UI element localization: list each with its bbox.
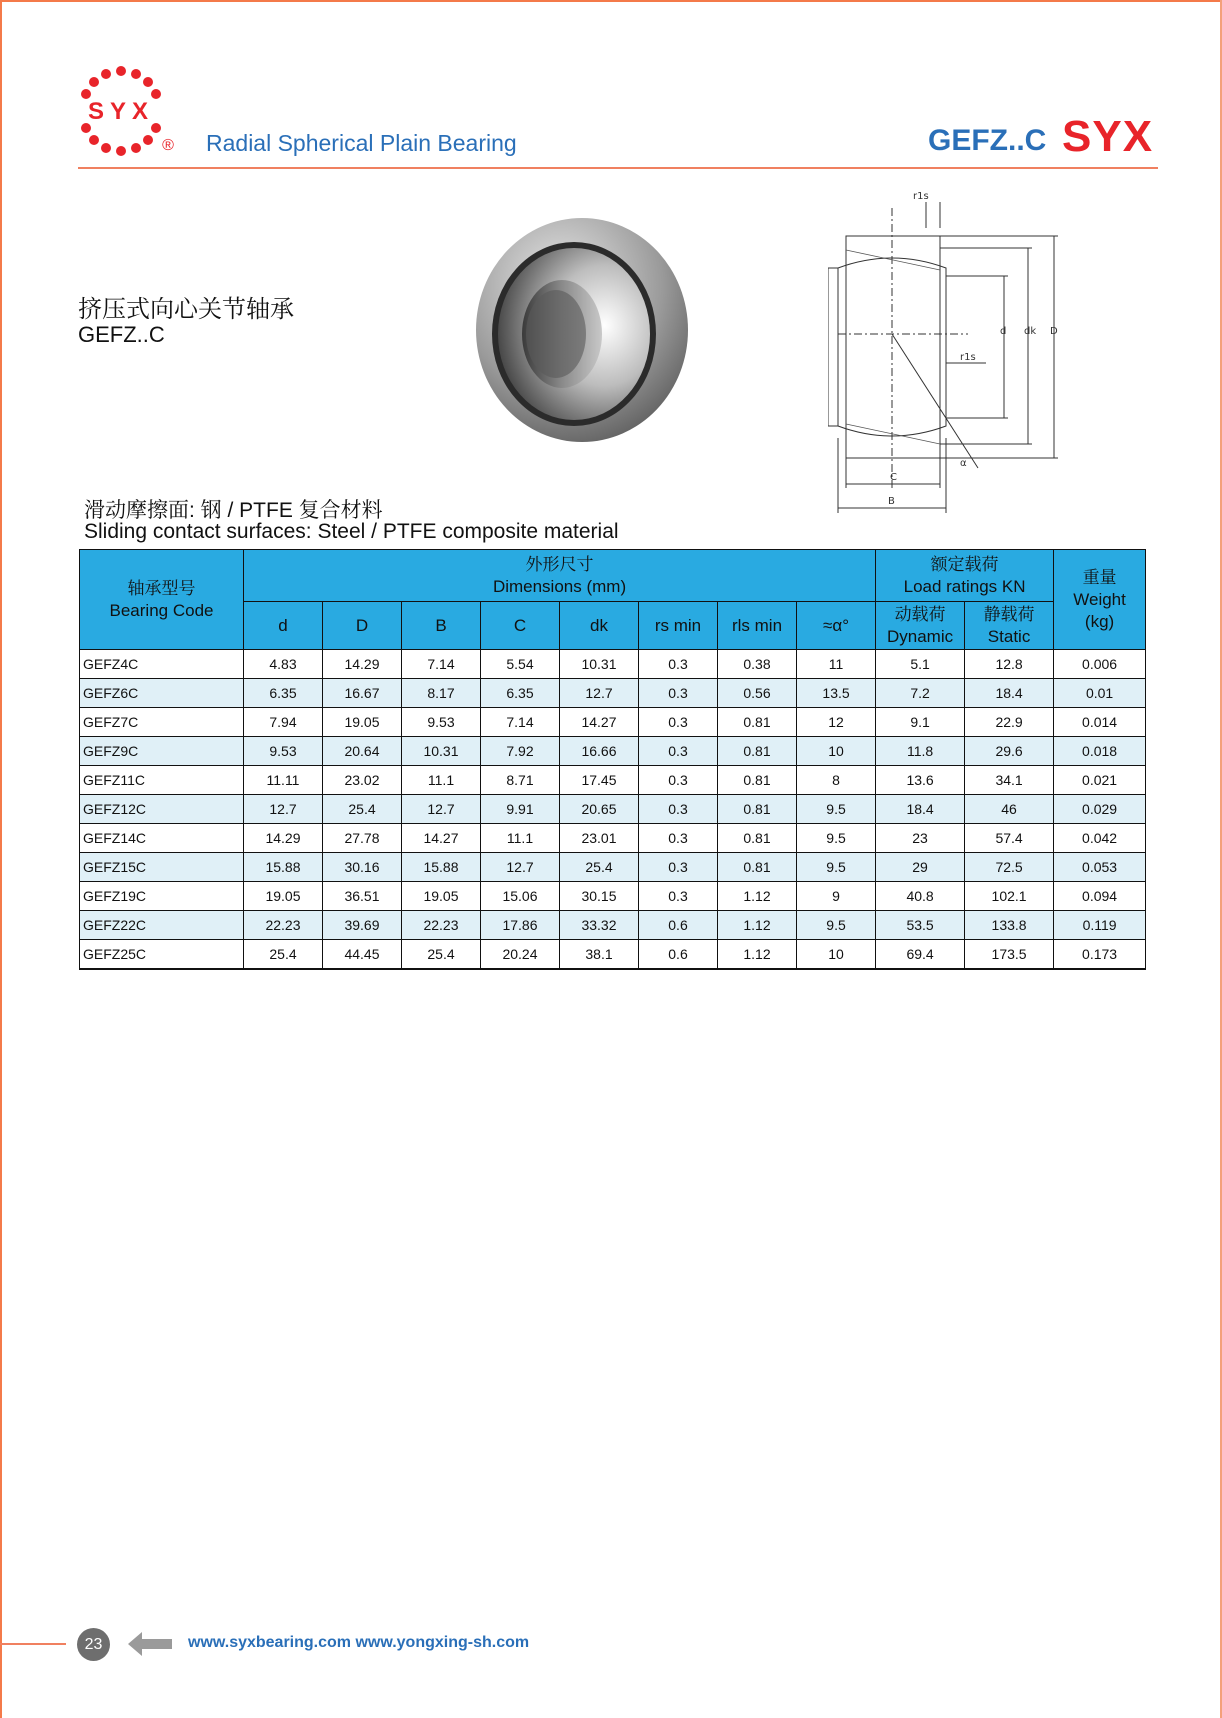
brand-name: SYX [1062,112,1154,161]
table-row [80,824,1146,853]
table-cell: 20.65 [560,795,639,824]
footer-website-links[interactable]: www.syxbearing.com www.yongxing-sh.com [188,1634,530,1651]
table-cell: 22.23 [244,911,323,940]
table-cell: 11.1 [481,824,560,853]
footer-divider [0,1643,66,1645]
bearing-code-cell: GEFZ19C [80,882,244,911]
header-divider [78,167,1158,169]
table-cell: 23.01 [560,824,639,853]
table-cell: 20.64 [323,737,402,766]
table-cell: 8 [797,766,876,795]
table-cell: 16.66 [560,737,639,766]
bearing-code-cell: GEFZ7C [80,708,244,737]
product-category: Radial Spherical Plain Bearing [206,130,517,156]
table-cell: 7.14 [402,650,481,679]
svg-text:B: B [888,496,895,507]
table-cell: 13.6 [876,766,965,795]
specification-table [79,549,1146,970]
table-row [80,708,1146,737]
table-cell: 0.3 [639,737,718,766]
table-row [80,882,1146,911]
table-cell: 0.094 [1054,882,1146,911]
table-cell: 1.12 [718,882,797,911]
table-cell: 25.4 [244,940,323,970]
col-dynamic [876,602,965,650]
table-cell: 6.35 [481,679,560,708]
header-bearing-code [80,550,244,650]
col-static-en: Static [987,626,1031,646]
header-weight-en: Weight [1073,589,1126,609]
table-cell: 0.01 [1054,679,1146,708]
table-cell: 29 [876,853,965,882]
table-cell: 1.12 [718,911,797,940]
table-cell: 18.4 [876,795,965,824]
table-cell: 72.5 [965,853,1054,882]
table-cell: 0.6 [639,940,718,970]
header-load-ratings [876,550,1054,602]
table-cell: 17.86 [481,911,560,940]
col-dk: dk [560,602,639,650]
table-row [80,766,1146,795]
bearing-code-cell: GEFZ14C [80,824,244,853]
table-cell: 0.018 [1054,737,1146,766]
table-cell: 0.6 [639,911,718,940]
table-cell: 0.029 [1054,795,1146,824]
table-cell: 173.5 [965,940,1054,970]
table-cell: 14.27 [402,824,481,853]
table-cell: 40.8 [876,882,965,911]
table-cell: 0.119 [1054,911,1146,940]
table-cell: 46 [965,795,1054,824]
col-alpha: ≈α° [797,602,876,650]
table-cell: 0.56 [718,679,797,708]
table-cell: 27.78 [323,824,402,853]
table-cell: 10 [797,940,876,970]
table-cell: 5.54 [481,650,560,679]
table-cell: 33.32 [560,911,639,940]
bearing-code-cell: GEFZ12C [80,795,244,824]
table-cell: 9.53 [244,737,323,766]
table-cell: 57.4 [965,824,1054,853]
table-cell: 10.31 [560,650,639,679]
page-number: 23 [77,1628,110,1661]
table-cell: 17.45 [560,766,639,795]
bearing-code-cell: GEFZ15C [80,853,244,882]
table-cell: 53.5 [876,911,965,940]
table-cell: 0.3 [639,853,718,882]
page-border-left [0,0,2,1718]
table-row [80,853,1146,882]
table-cell: 44.45 [323,940,402,970]
table-cell: 30.16 [323,853,402,882]
svg-text:d: d [1000,326,1007,337]
header-weight [1054,550,1146,650]
table-row [80,911,1146,940]
bearing-code-cell: GEFZ9C [80,737,244,766]
table-cell: 12.7 [244,795,323,824]
series-code: GEFZ..C [928,124,1047,157]
table-cell: 6.35 [244,679,323,708]
table-cell: 11.1 [402,766,481,795]
table-cell: 30.15 [560,882,639,911]
table-cell: 0.021 [1054,766,1146,795]
svg-text:C: C [890,472,897,483]
arrow-left-icon [128,1630,172,1658]
table-row [80,737,1146,766]
table-cell: 0.3 [639,795,718,824]
svg-text:dk: dk [1024,326,1037,337]
bearing-code-cell: GEFZ11C [80,766,244,795]
bearing-code-cell: GEFZ22C [80,911,244,940]
table-cell: 25.4 [402,940,481,970]
table-cell: 15.88 [244,853,323,882]
svg-text:α: α [960,458,967,469]
table-cell: 133.8 [965,911,1054,940]
table-cell: 0.014 [1054,708,1146,737]
col-dynamic-en: Dynamic [887,626,954,646]
bearing-code-cell: GEFZ25C [80,940,244,970]
header-dimensions-cn: 外形尺寸 [525,554,594,574]
product-title-en: GEFZ..C [78,322,165,347]
bearing-code-cell: GEFZ6C [80,679,244,708]
header-weight-cn: 重量 [1082,567,1117,587]
table-cell: 4.83 [244,650,323,679]
table-cell: 0.053 [1054,853,1146,882]
table-row [80,795,1146,824]
table-cell: 0.3 [639,882,718,911]
table-cell: 16.67 [323,679,402,708]
table-cell: 12.8 [965,650,1054,679]
table-cell: 29.6 [965,737,1054,766]
table-cell: 10.31 [402,737,481,766]
table-cell: 9.5 [797,795,876,824]
table-row [80,940,1146,970]
table-cell: 12.7 [481,853,560,882]
product-title-cn: 挤压式向心关节轴承 [78,296,294,323]
table-cell: 15.88 [402,853,481,882]
header-load-en: Load ratings KN [903,576,1026,596]
table-cell: 22.9 [965,708,1054,737]
table-row [80,650,1146,679]
table-cell: 5.1 [876,650,965,679]
table-cell: 0.81 [718,824,797,853]
col-D: D [323,602,402,650]
table-cell: 34.1 [965,766,1054,795]
bearing-photo [470,212,692,448]
bearing-code-cell: GEFZ4C [80,650,244,679]
table-cell: 10 [797,737,876,766]
table-cell: 0.81 [718,795,797,824]
table-cell: 9.91 [481,795,560,824]
table-cell: 7.14 [481,708,560,737]
syx-logo [74,62,178,158]
table-cell: 9.5 [797,853,876,882]
table-cell: 0.81 [718,737,797,766]
table-cell: 22.23 [402,911,481,940]
table-cell: 102.1 [965,882,1054,911]
table-cell: 7.2 [876,679,965,708]
table-cell: 12.7 [560,679,639,708]
table-cell: 9.1 [876,708,965,737]
table-cell: 0.3 [639,708,718,737]
header-bearing-code-cn: 轴承型号 [127,578,196,598]
table-cell: 0.81 [718,853,797,882]
table-cell: 0.3 [639,824,718,853]
table-cell: 11.8 [876,737,965,766]
table-cell: 23 [876,824,965,853]
table-cell: 0.3 [639,650,718,679]
table-cell: 0.81 [718,766,797,795]
svg-text:r1s: r1s [913,191,929,202]
header-weight-unit: (kg) [1084,611,1115,631]
table-cell: 36.51 [323,882,402,911]
col-static-cn: 静载荷 [983,604,1035,624]
table-cell: 1.12 [718,940,797,970]
table-cell: 38.1 [560,940,639,970]
table-cell: 0.3 [639,766,718,795]
bearing-cross-section-drawing [828,188,1068,516]
header-bearing-code-en: Bearing Code [109,600,214,620]
header-dimensions [244,550,876,602]
material-line-en: Sliding contact surfaces: Steel / PTFE composite material [84,520,619,543]
table-cell: 19.05 [323,708,402,737]
col-C: C [481,602,560,650]
svg-text:D: D [1050,326,1058,337]
table-row [80,679,1146,708]
col-B: B [402,602,481,650]
table-cell: 14.27 [560,708,639,737]
table-cell: 0.81 [718,708,797,737]
page-border-top [0,0,1222,2]
table-cell: 7.94 [244,708,323,737]
table-cell: 0.3 [639,679,718,708]
svg-text:r1s: r1s [960,352,976,363]
table-cell: 39.69 [323,911,402,940]
table-cell: 9.5 [797,824,876,853]
svg-text:SYX: SYX [87,98,155,125]
table-cell: 25.4 [323,795,402,824]
col-dynamic-cn: 动载荷 [894,604,946,624]
col-rs-min: rs min [639,602,718,650]
col-d: d [244,602,323,650]
header-load-cn: 额定载荷 [930,554,999,574]
table-cell: 8.17 [402,679,481,708]
table-cell: 69.4 [876,940,965,970]
table-cell: 8.71 [481,766,560,795]
table-cell: 14.29 [323,650,402,679]
table-cell: 11.11 [244,766,323,795]
table-cell: 15.06 [481,882,560,911]
table-cell: 0.173 [1054,940,1146,970]
table-cell: 0.006 [1054,650,1146,679]
table-cell: 19.05 [244,882,323,911]
col-rls-min: rls min [718,602,797,650]
table-cell: 7.92 [481,737,560,766]
table-cell: 12.7 [402,795,481,824]
table-cell: 12 [797,708,876,737]
table-cell: 14.29 [244,824,323,853]
table-cell: 0.042 [1054,824,1146,853]
table-cell: 13.5 [797,679,876,708]
table-cell: 9.5 [797,911,876,940]
table-cell: 23.02 [323,766,402,795]
table-cell: 9 [797,882,876,911]
svg-text:®: ® [162,137,174,154]
table-cell: 11 [797,650,876,679]
table-cell: 20.24 [481,940,560,970]
table-cell: 18.4 [965,679,1054,708]
table-cell: 19.05 [402,882,481,911]
material-line-cn: 滑动摩擦面: 钢 / PTFE 复合材料 [84,499,383,522]
col-static [965,602,1054,650]
table-cell: 25.4 [560,853,639,882]
table-cell: 9.53 [402,708,481,737]
table-cell: 0.38 [718,650,797,679]
header-dimensions-en: Dimensions (mm) [492,576,627,596]
